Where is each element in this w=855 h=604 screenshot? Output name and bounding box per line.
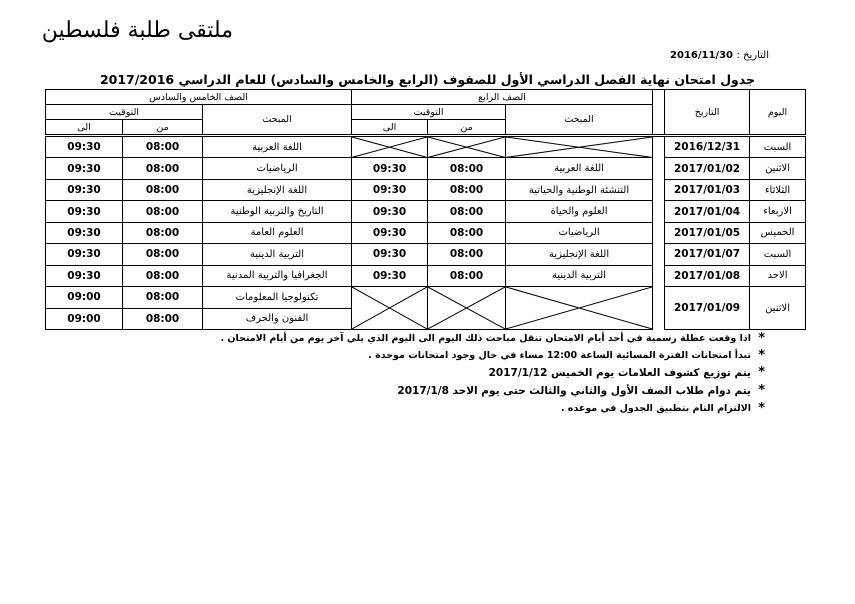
row-to-fourth: 09:30 [352,179,428,200]
column-gap [653,287,665,330]
table-row [46,137,806,158]
row-date: 2017/01/05 [665,222,750,243]
header-date: التاريخ [665,90,750,135]
star-icon: * [758,383,765,398]
row-day: السبت [750,137,806,158]
crossed-cell [352,137,428,158]
table-row [46,287,806,308]
row-date: 2017/01/04 [665,201,750,222]
row-to-fourth: 09:30 [352,244,428,265]
star-icon: * [758,331,765,346]
note-text: يتم توزيع كشوف العلامات يوم الخميس 2017/1/12 [488,367,751,379]
row-subject-fifth: التاريخ والتربية الوطنية [203,201,352,222]
row-to-fifth: 09:30 [46,179,123,200]
row-to-fifth: 09:30 [46,222,123,243]
row-day: الاربعاء [750,201,806,222]
date-value: 2016/11/30 [670,50,733,61]
row-from-fifth: 08:00 [123,308,203,330]
row-subject-fifth: اللغة العربية [203,137,352,158]
row-to-fifth: 09:00 [46,287,123,308]
column-gap [653,137,665,158]
row-subject-fifth: الرياضيات [203,158,352,179]
row-to-fifth: 09:30 [46,158,123,179]
note-item [220,403,765,414]
row-to-fourth: 09:30 [352,201,428,222]
row-from-fourth: 08:00 [428,179,506,200]
row-from-fifth: 08:00 [123,222,203,243]
table-row [46,158,806,179]
notes-list [220,333,765,420]
row-from-fifth: 08:00 [123,265,203,286]
row-day: الاثنين [750,158,806,179]
row-from-fifth: 08:00 [123,201,203,222]
row-to-fourth: 09:30 [352,158,428,179]
row-from-fifth: 08:00 [123,179,203,200]
row-subject-fifth: التربية الدينية [203,244,352,265]
row-subject-fourth: التنشئة الوطنية والحياتية [506,179,653,200]
site-title: ملتقى طلبة فلسطين [41,18,233,43]
header-subject-fourth: المبحث [506,105,653,135]
column-gap [653,265,665,286]
note-item [220,385,765,397]
row-from-fifth: 08:00 [123,158,203,179]
note-item [220,350,765,361]
row-date: 2016/12/31 [665,137,750,158]
header-day: اليوم [750,90,806,135]
row-to-fourth: 09:30 [352,222,428,243]
document-date [670,50,769,61]
row-subject-fourth: التربية الدينية [506,265,653,286]
row-from-fourth: 08:00 [428,222,506,243]
note-text: يتم دوام طلاب الصف الأول والثاني والثالث حتى يوم الاحد 2017/1/8 [397,385,751,397]
row-to-fifth: 09:30 [46,201,123,222]
note-item [220,367,765,379]
column-gap [653,90,665,135]
header-group-fourth: الصف الرابع [352,90,653,105]
header-group-fifth-sixth: الصف الخامس والسادس [46,90,352,105]
column-gap [653,158,665,179]
row-to-fifth: 09:30 [46,137,123,158]
row-subject-fifth: اللغة الإنجليزية [203,179,352,200]
schedule-heading: جدول امتحان نهاية الفصل الدراسي الأول للصفوف (الرابع والخامس والسادس) للعام الدراسي 2017/2016 [99,72,756,87]
table-row [46,265,806,286]
column-gap [653,222,665,243]
row-from-fourth: 08:00 [428,201,506,222]
header-from-fourth: من [428,120,506,135]
row-from-fourth: 08:00 [428,244,506,265]
row-from-fifth: 08:00 [123,137,203,158]
star-icon: * [758,365,765,380]
column-gap [653,201,665,222]
row-date: 2017/01/09 [665,287,750,330]
row-subject-fourth: اللغة الإنجليزية [506,244,653,265]
date-label: التاريخ : [736,50,769,61]
row-to-fifth: 09:00 [46,308,123,330]
header-subject-fifth: المبحث [203,105,352,135]
row-date: 2017/01/02 [665,158,750,179]
crossed-cell [428,287,506,330]
exam-schedule-table [45,89,806,330]
row-to-fifth: 09:30 [46,265,123,286]
header-timing-fourth: التوقيت [352,105,506,120]
row-date: 2017/01/07 [665,244,750,265]
row-subject-fifth: الفنون والحرف [203,308,352,330]
note-text: الالتزام التام بتطبيق الجدول في موعده . [560,403,751,414]
row-subject-fifth: الجغرافيا والتربية المدنية [203,265,352,286]
row-from-fifth: 08:00 [123,244,203,265]
note-item [220,333,765,344]
header-timing-fifth: التوقيت [46,105,203,120]
table-row [46,201,806,222]
row-subject-fifth: تكنولوجيا المعلومات [203,287,352,308]
column-gap [653,179,665,200]
crossed-cell [506,287,653,330]
table-row [46,179,806,200]
column-gap [653,244,665,265]
crossed-cell [506,137,653,158]
note-text: تبدأ امتحانات الفترة المسائية الساعة 12:00 مساء في حال وجود امتحانات موحدة . [368,350,751,361]
row-subject-fifth: العلوم العامة [203,222,352,243]
row-day: الاحد [750,265,806,286]
note-text: اذا وقعت عطلة رسمية في أحد أيام الامتحان تنقل مباحث ذلك اليوم الى اليوم الذي يلي آخر يوم من أيام الامتحان . [220,333,751,344]
crossed-cell [428,137,506,158]
row-subject-fourth: اللغة العربية [506,158,653,179]
table-row [46,244,806,265]
row-date: 2017/01/03 [665,179,750,200]
row-to-fifth: 09:30 [46,244,123,265]
row-day: السبت [750,244,806,265]
row-subject-fourth: العلوم والحياة [506,201,653,222]
row-from-fourth: 08:00 [428,158,506,179]
row-day: الثلاثاء [750,179,806,200]
row-from-fourth: 08:00 [428,265,506,286]
star-icon: * [758,348,765,363]
header-to-fifth: الى [46,120,123,135]
row-date: 2017/01/08 [665,265,750,286]
crossed-cell [352,287,428,330]
row-from-fifth: 08:00 [123,287,203,308]
row-subject-fourth: الرياضيات [506,222,653,243]
row-day: الخميس [750,222,806,243]
header-from-fifth: من [123,120,203,135]
row-to-fourth: 09:30 [352,265,428,286]
header-to-fourth: الى [352,120,428,135]
star-icon: * [758,401,765,416]
row-day: الاثنين [750,287,806,330]
table-row [46,222,806,243]
